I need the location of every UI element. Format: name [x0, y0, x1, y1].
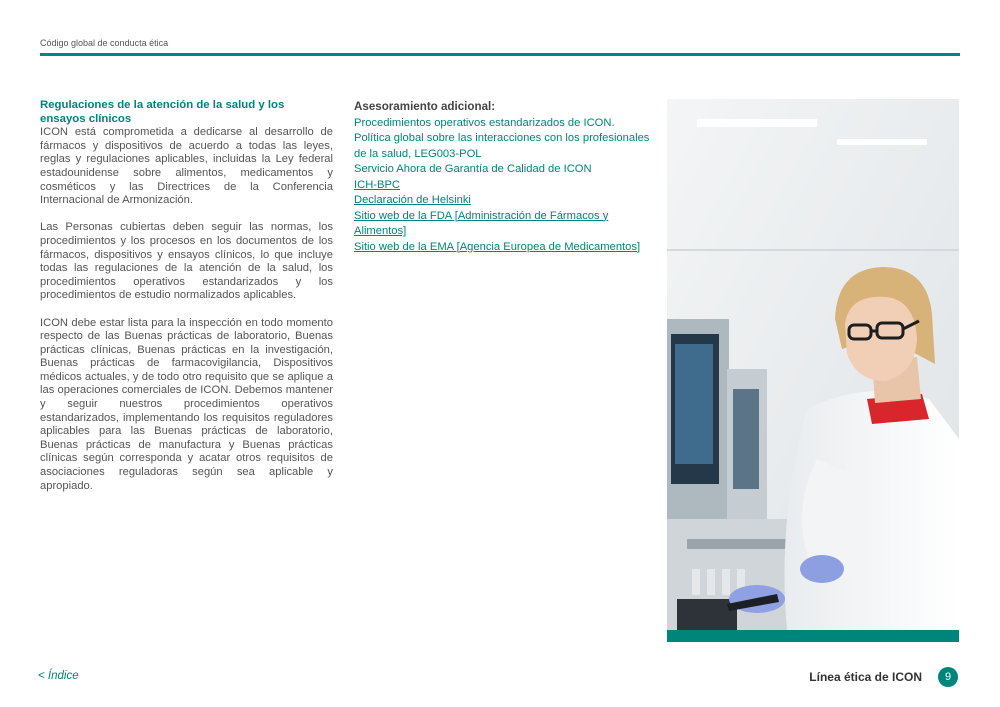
- link-ich-gcp[interactable]: ICH-BPC: [354, 178, 400, 191]
- link-ema-website[interactable]: Sitio web de la EMA [Agencia Europea de Medicamentos]: [354, 240, 641, 253]
- left-column: [40, 99, 333, 507]
- link-hcp-interactions-policy[interactable]: Política global sobre las interacciones con los profesionales de la salud, LEG003-POL: [354, 132, 650, 160]
- link-quality-assurance-service[interactable]: Servicio Ahora de Garantía de Calidad de ICON: [354, 163, 592, 175]
- link-helsinki-declaration[interactable]: Declaración de Helsinki: [354, 194, 471, 206]
- index-link[interactable]: [38, 670, 79, 682]
- section-heading: Regulaciones de la atención de la salud y los ensayos clínicos: [40, 99, 285, 125]
- running-title: Código global de conducta ética: [40, 38, 169, 48]
- link-icon-sops[interactable]: Procedimientos operativos estandarizados de ICON.: [354, 116, 615, 129]
- paragraph-1: ICON está comprometida a dedicarse al desarrollo de fármacos y dispositivos de acuerdo a todas las leyes, reglas y regulaciones aplicables, incluidas la Ley federal estadounidense sobre alimentos, medicamentos y cosméticos y las Directrices de la Conferencia Internacional de Armonización.: [40, 126, 333, 207]
- additional-advice: [354, 99, 654, 255]
- ethics-line-title: Línea ética de ICON: [809, 670, 922, 684]
- paragraph-2: Las Personas cubiertas deben seguir las normas, los procedimientos y los procesos en los documentos de los fármacos, dispositivos y ensayos clínicos, lo que incluye todas las regulaciones de la atención de la salud, los procedimientos operativos estandarizados y los procedimientos de estudio normalizados aplicables.: [40, 221, 333, 302]
- header-divider: [40, 53, 960, 56]
- index-label: Índice: [47, 670, 79, 682]
- photo-accent-bar: [667, 630, 959, 642]
- paragraph-3: ICON debe estar lista para la inspección en todo momento respecto de las Buenas prácticas de laboratorio, Buenas prácticas clínicas, Buenas prácticas en la investigación, Buenas prácticas de farmacovigilancia, Dispositivos médicos actuales, y de todo otro requisito que se aplique a las operaciones comerciales de ICON. Debemos mantener y seguir nuestros procedimientos operativos estandarizados, implementando los requisitos reguladores aplicables para las Buenas prácticas de laboratorio, Buenas prácticas de manufactura y Buenas prácticas clínicas según corresponda y acatar otros requisitos de asociaciones reguladoras según sea aplicable y apropiado.: [40, 316, 333, 492]
- page-number-badge: 9: [938, 667, 958, 687]
- chevron-left-icon: <: [38, 670, 45, 682]
- lab-scientist-photo: [667, 99, 959, 630]
- link-fda-website[interactable]: Sitio web de la FDA [Administración de Fármacos y Alimentos]: [354, 209, 609, 237]
- additional-advice-heading: Asesoramiento adicional:: [354, 100, 496, 113]
